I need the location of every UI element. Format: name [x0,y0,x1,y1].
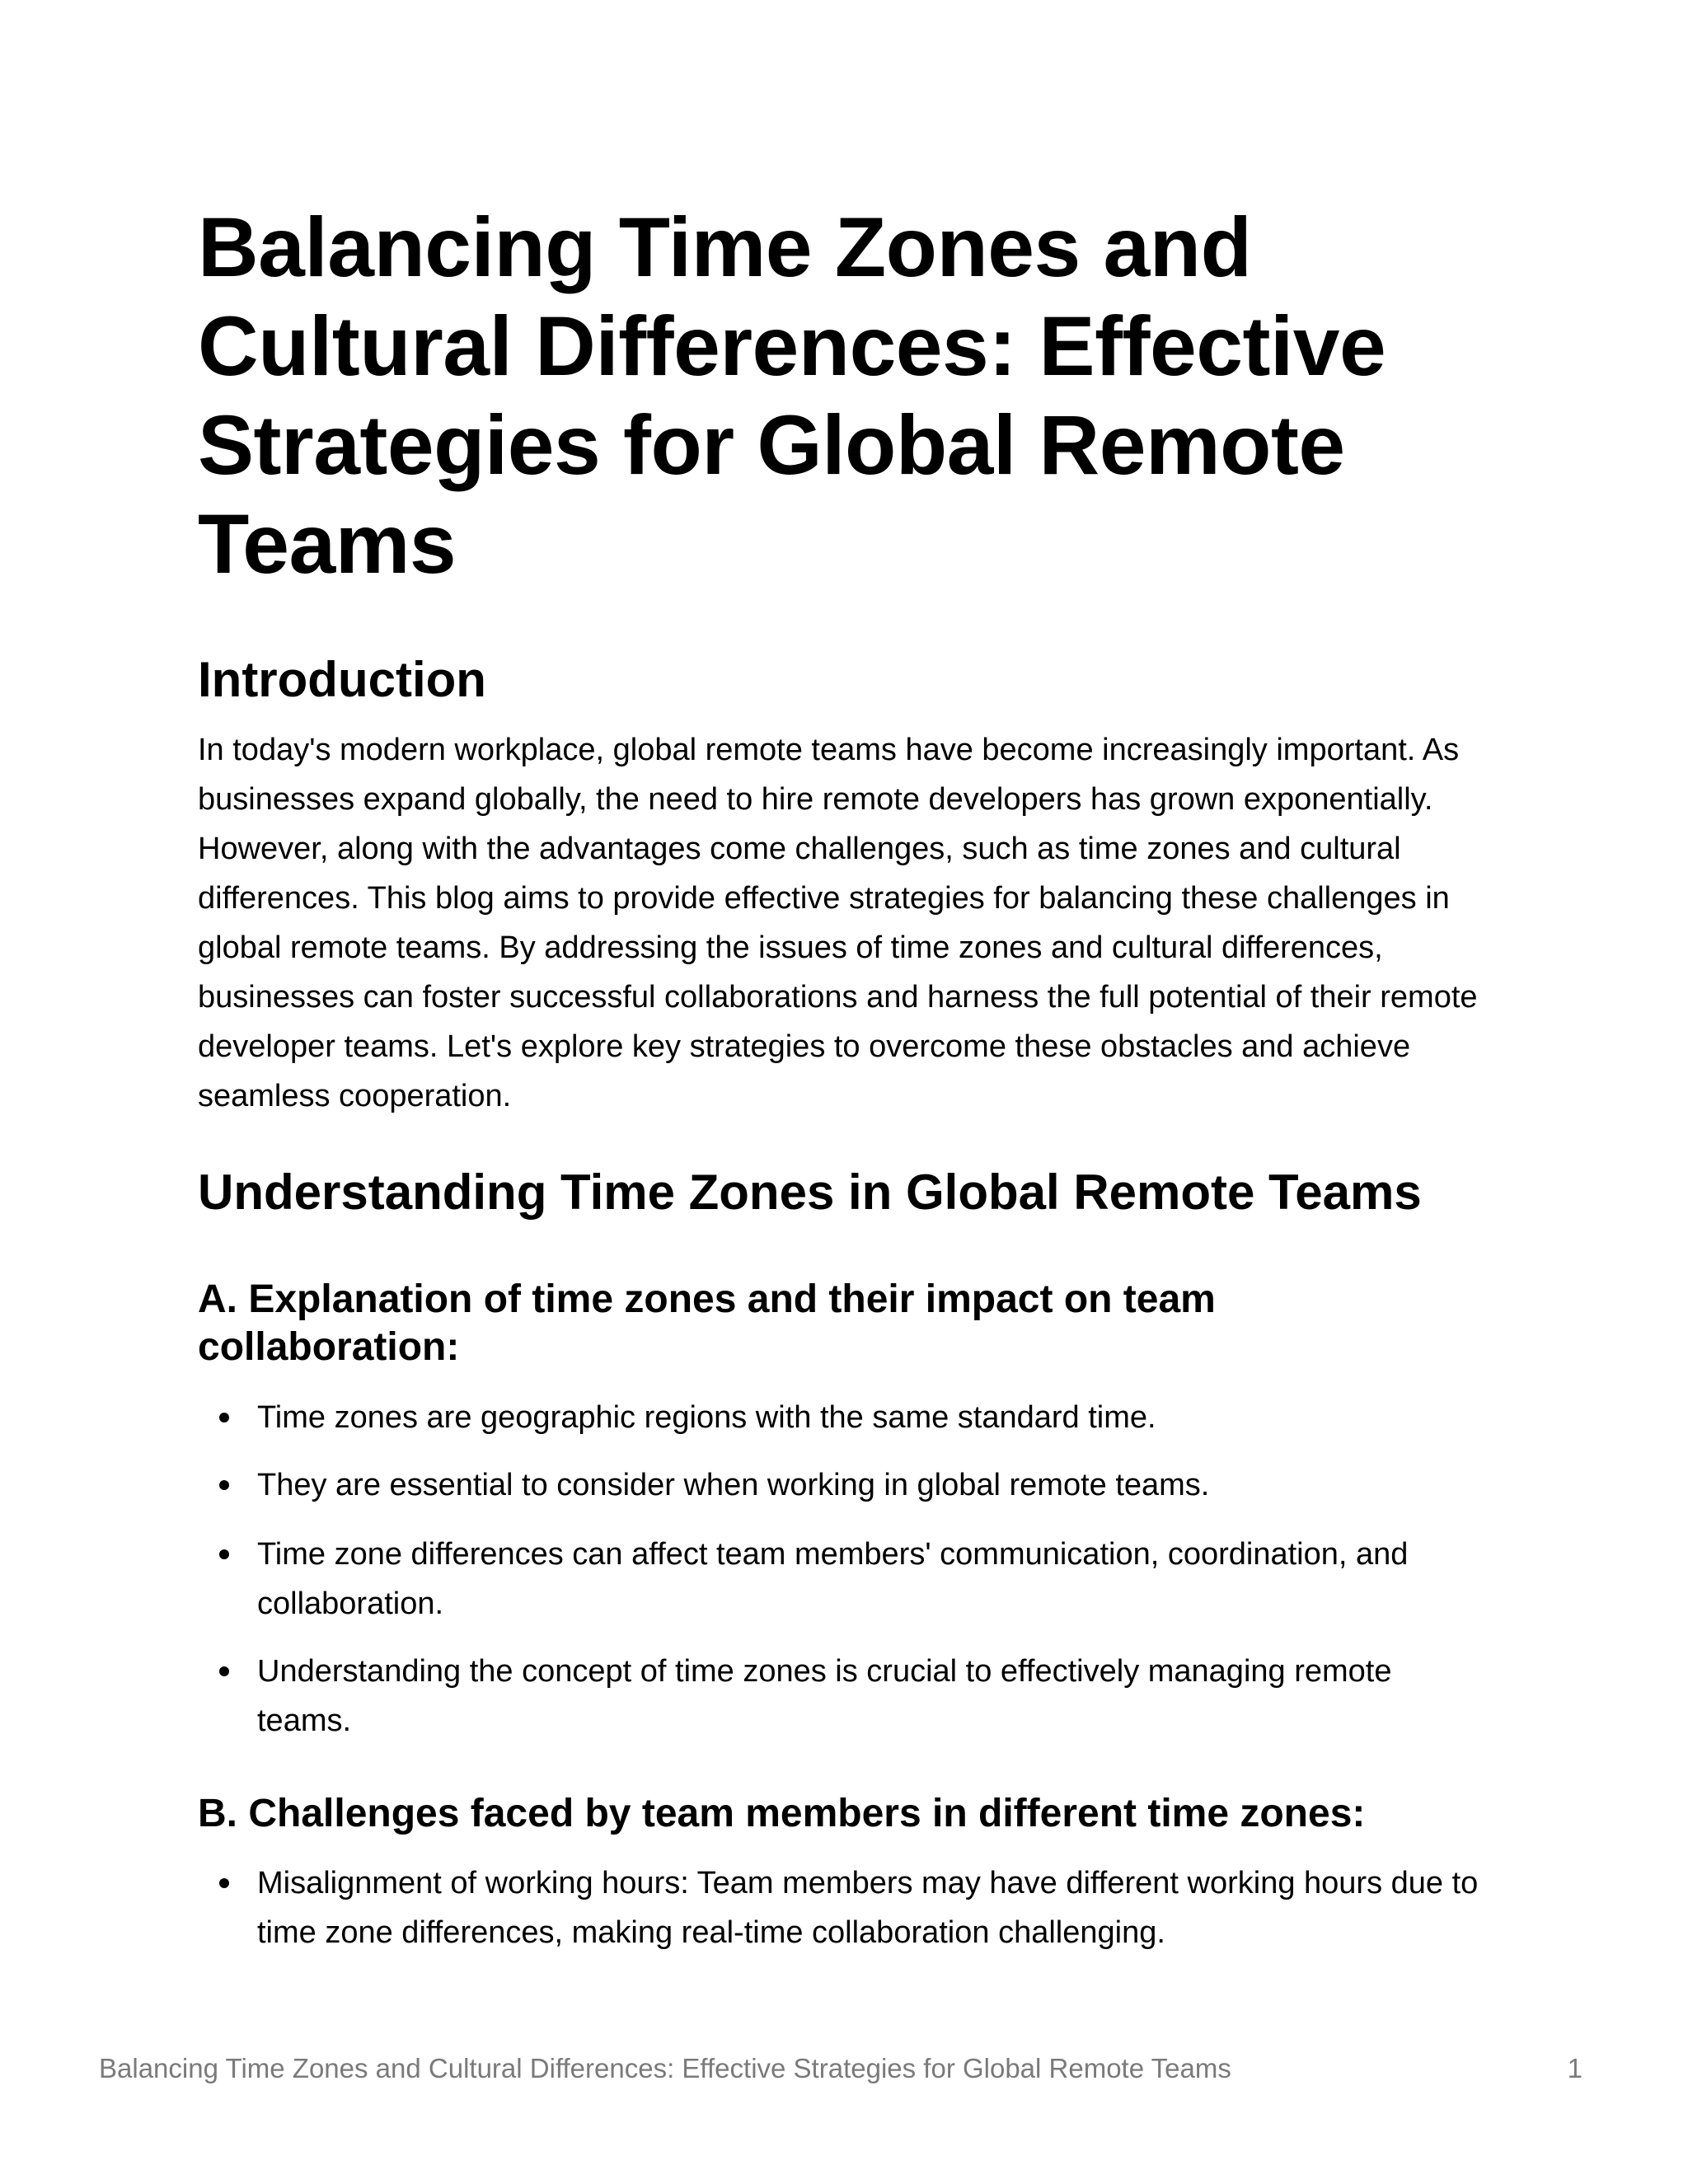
list-item: Time zones are geographic regions with the same standard time. [198,1393,1492,1442]
bullet-list-b [198,1858,1492,1975]
bullet-icon [219,1480,229,1490]
list-item: Time zone differences can affect team members' communication, coordination, and collaboration. [198,1530,1492,1629]
intro-heading: Introduction [198,652,486,707]
subsection-heading-b: B. Challenges faced by team members in different time zones: [198,1792,1366,1835]
section-heading-time-zones: Understanding Time Zones in Global Remote Teams [198,1165,1422,1220]
bullet-list-a [198,1393,1492,1764]
list-item: Understanding the concept of time zones is crucial to effectively managing remote teams. [198,1647,1492,1746]
list-item: They are essential to consider when working in global remote teams. [198,1460,1492,1510]
intro-paragraph: In today's modern workplace, global remote teams have become increasingly important. As businesses expand globally, the need to hire remote developers has grown exponentially. However, along with the advantages come challenges, such as time zones and cultural differences. This blog aims to provide effective strategies for balancing these challenges in global remote teams. By addressing the issues of time zones and cultural differences, businesses can foster successful collaborations and harness the full potential of their remote developer teams. Let's explore key strategies to overcome these obstacles and achieve seamless cooperation. [198,733,1478,1113]
bullet-icon [219,1878,229,1888]
list-item: Misalignment of working hours: Team members may have different working hours due to time zone differences, making real-time collaboration challenging. [198,1858,1492,1957]
footer-title: Balancing Time Zones and Cultural Differences: Effective Strategies for Global Remote Teams [99,2053,1231,2083]
subsection-heading-a: A. Explanation of time zones and their impact on team collaboration: [198,1277,1216,1369]
footer-page-number: 1 [1567,2053,1582,2083]
bullet-icon [219,1666,229,1676]
document-title: Balancing Time Zones and Cultural Differences: Effective Strategies for Global Remote Teams [198,200,1386,591]
bullet-icon [219,1549,229,1559]
bullet-icon [219,1413,229,1422]
